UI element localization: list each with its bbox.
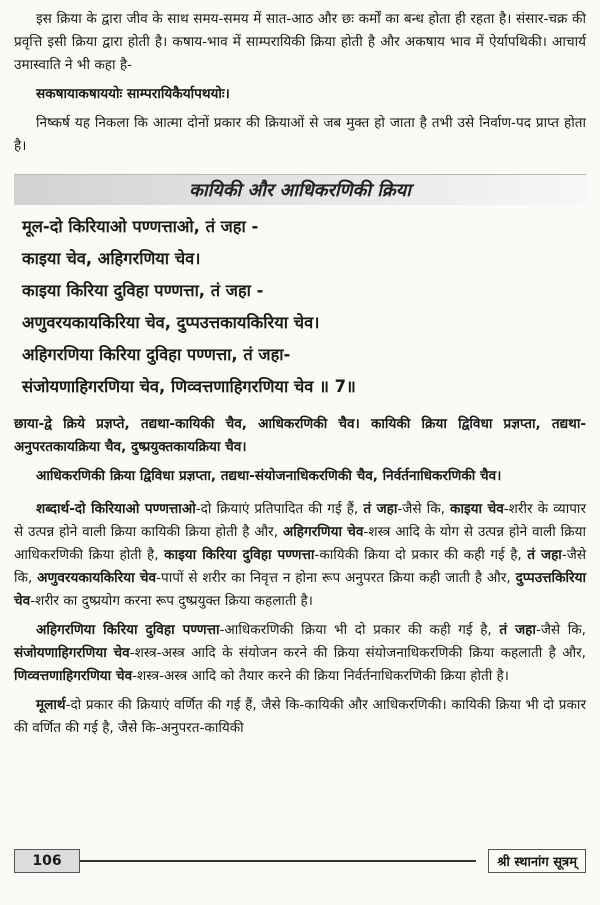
shabdarth-gloss: -शस्त्र-अस्त्र आदि के संयोजन करने की क्रिया संयोजनाधिकरणिकी क्रिया कहलाती है और,: [129, 645, 586, 661]
shabdarth-gloss: -जैसे कि,: [14, 547, 587, 586]
mool-line: अहिगरणिया किरिया दुविहा पण्णत्ता, तं जहा-: [22, 345, 291, 364]
moolarth-label: मूलार्थ: [36, 697, 66, 713]
mool-line: काइया चेव, अहिगरणिया चेव।: [22, 249, 201, 268]
shabdarth-gloss: -जैसे कि,: [397, 501, 451, 517]
conclusion-paragraph: निष्कर्ष यह निकला कि आत्मा दोनों प्रकार की क्रियाओं से जब मुक्त हो जाता है तभी उसे निर्वाण-पद प्राप्त होता है।: [14, 115, 586, 154]
page-number: 106: [14, 849, 80, 873]
mool-line: अणुवरयकायकिरिया चेव, दुप्पउत्तकायकिरिया चेव।: [22, 313, 320, 332]
shabdarth-paragraph-2: [14, 619, 586, 688]
mool-sutra-block: [22, 211, 586, 403]
shabdarth-gloss: -शस्त्र आदि के योग से उत्पन्न होने वाली क्रिया आधिकरणिकी क्रिया होती है,: [14, 524, 586, 563]
shabdarth-gloss: -शस्त्र-अस्त्र आदि को तैयार करने की क्रिया निर्वर्तनाधिकरणिकी क्रिया होती है।: [132, 668, 509, 684]
chhaya-paragraph-2: आधिकरणिकी क्रिया द्विविधा प्रज्ञप्ता, तद्यथा-संयोजनाधिकरणिकी चैव, निर्वर्तनाधिकरणिकी चैव।: [36, 468, 502, 484]
shabdarth-term: अहिगरणिया चेव: [282, 524, 364, 540]
shabdarth-gloss: -शरीर के व्यापार से उत्पन्न होने वाली क्रिया कायिकी क्रिया होती है और,: [14, 501, 587, 540]
shabdarth-term: शब्दार्थ-दो किरियाओ पण्णत्ताओ: [36, 501, 196, 517]
mool-line: मूल-दो किरियाओ पण्णत्ताओ, तं जहा -: [22, 217, 259, 236]
shabdarth-term: संजोयणाहिगरणिया चेव: [14, 645, 130, 661]
shabdarth-term: णिव्वत्तणाहिगरणिया चेव: [14, 668, 133, 684]
book-title: श्री स्थानांग सूत्रम्: [488, 849, 586, 873]
shabdarth-term: दुप्पउत्तकिरिया चेव: [14, 570, 586, 609]
tattvartha-sutra-quote: सकषायाकषाययोः साम्परायिकैर्यापथयोः।: [36, 86, 230, 102]
mool-line: संजोयणाहिगरणिया चेव, णिव्वत्तणाहिगरणिया चेव ॥ 7॥: [22, 377, 356, 396]
shabdarth-gloss: -जैसे कि,: [535, 622, 586, 638]
chhaya-text: छाया-द्वे क्रिये प्रज्ञप्ते, तद्यथा-कायिकी चैव, आधिकरणिकी चैव। कायिकी क्रिया: [14, 416, 447, 432]
page-content: [14, 8, 586, 740]
shabdarth-term: तं जहा: [363, 501, 398, 517]
shabdarth-gloss: -आधिकरणिकी क्रिया भी दो प्रकार की कही गई है,: [219, 622, 500, 638]
shabdarth-term: तं जहा: [527, 547, 562, 563]
shabdarth-term: अणुवरयकायकिरिया चेव: [37, 570, 157, 586]
chhaya-text: द्विविधा प्रज्ञप्ता, तद्यथा-अनुपरतकायक्रिया चैव, दुष्प्रयुक्तकायक्रिया चैव।: [14, 416, 586, 455]
page-footer: [14, 849, 586, 873]
shabdarth-gloss: -कायिकी क्रिया दो प्रकार की कही गई है,: [314, 547, 528, 563]
shabdarth-paragraph: [14, 498, 586, 613]
moolarth-paragraph: [14, 694, 586, 740]
shabdarth-gloss: -शरीर का दुष्प्रयोग करना रूप दुष्प्रयुक्त क्रिया कहलाती है।: [30, 593, 313, 609]
moolarth-text: -दो प्रकार की क्रियाएं वर्णित की गई हैं, जैसे कि-कायिकी और आधिकरणिकी। कायिकी क्रिया भी दो प्रकार की वर्णित की गई है, जैसे कि-अनुपरत-कायिकी: [14, 697, 586, 736]
shabdarth-term: अहिगरणिया किरिया दुविहा पण्णत्ता: [36, 622, 220, 638]
shabdarth-gloss: -पापों से शरीर का निवृत्त न होना रूप अनुपरत क्रिया कही जाती है और,: [156, 570, 516, 586]
section-heading: कायिकी और आधिकरणिकी क्रिया: [189, 180, 411, 201]
shabdarth-gloss: -दो क्रियाएं प्रतिपादित की गई हैं,: [195, 501, 364, 517]
section-heading-bar: [14, 174, 586, 205]
footer-rule: [80, 860, 476, 862]
intro-paragraph: इस क्रिया के द्वारा जीव के साथ समय-समय में सात-आठ और छः कर्मों का बन्ध होता ही रहता है। संसार-चक्र की प्रवृत्ति इसी क्रिया द्वारा होती है। कषाय-भाव में साम्परायिकी क्रिया होती है और अकषाय भाव में ऐर्यापथिकी। आचार्य उमास्वाति ने भी कहा है-: [14, 11, 586, 73]
mool-line: काइया किरिया दुविहा पण्णत्ता, तं जहा -: [22, 281, 264, 300]
shabdarth-term: तं जहा: [499, 622, 536, 638]
shabdarth-term: काइया किरिया दुविहा पण्णत्ता: [164, 547, 315, 563]
chhaya-paragraph: [14, 413, 586, 459]
shabdarth-term: काइया चेव: [450, 501, 504, 517]
